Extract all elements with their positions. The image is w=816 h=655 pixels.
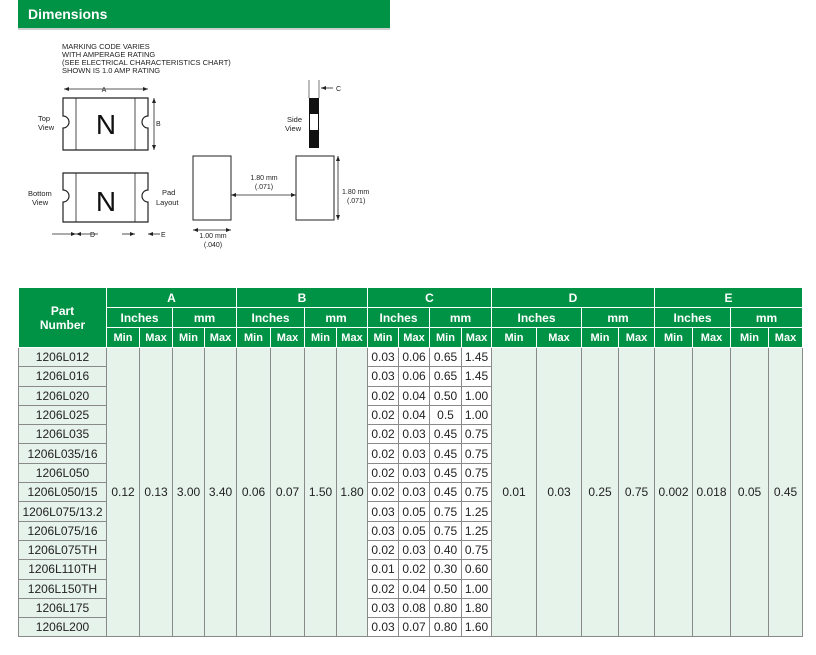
- dim-c-cell: 0.50: [430, 579, 462, 598]
- pad-width-mm: 1.00 mm: [199, 233, 227, 240]
- dim-d-cell: 0.25: [582, 348, 619, 637]
- dim-c-cell: 0.03: [368, 367, 399, 386]
- header-max: Max: [205, 328, 237, 348]
- dim-e-cell: 0.018: [693, 348, 731, 637]
- label-c: C: [336, 86, 342, 93]
- dimension-diagram: [0, 30, 400, 255]
- dim-c-cell: 1.00: [462, 405, 492, 424]
- dim-b-cell: 1.50: [305, 348, 337, 637]
- header-min: Min: [237, 328, 271, 348]
- dim-c-cell: 1.80: [462, 598, 492, 617]
- header-inches: Inches: [368, 308, 430, 328]
- dim-c-cell: 0.50: [430, 386, 462, 405]
- dim-c-cell: 0.06: [399, 367, 430, 386]
- part-number-cell: 1206L075/13.2: [19, 502, 107, 521]
- dim-c-cell: 0.75: [462, 425, 492, 444]
- dim-c-cell: 0.03: [368, 348, 399, 367]
- dim-e-cell: 0.45: [769, 348, 803, 637]
- dim-e-cell: 0.05: [731, 348, 769, 637]
- header-group-c: C: [368, 288, 492, 308]
- header-max: Max: [399, 328, 430, 348]
- dim-a-cell: 3.00: [173, 348, 205, 637]
- note-line-1: MARKING CODE VARIES: [62, 42, 150, 51]
- side-view-component: [285, 80, 341, 148]
- dim-c-cell: 0.75: [462, 444, 492, 463]
- dim-c-cell: 0.80: [430, 598, 462, 617]
- note-line-2: WITH AMPERAGE RATING: [62, 50, 156, 59]
- note-text: [62, 42, 231, 75]
- pad-layout-drawing: [193, 156, 369, 249]
- dim-c-cell: 0.65: [430, 367, 462, 386]
- dim-c-cell: 0.75: [430, 521, 462, 540]
- dim-c-cell: 0.04: [399, 386, 430, 405]
- dim-b-cell: 1.80: [337, 348, 368, 637]
- label-b: B: [156, 121, 161, 128]
- dim-c-cell: 0.04: [399, 405, 430, 424]
- part-number-cell: 1206L075TH: [19, 540, 107, 559]
- header-inches: Inches: [492, 308, 582, 328]
- header-min: Min: [107, 328, 140, 348]
- dim-c-cell: 0.03: [368, 618, 399, 637]
- pad-layout-label-2: Layout: [156, 198, 179, 207]
- dim-c-cell: 1.00: [462, 579, 492, 598]
- dim-c-cell: 0.05: [399, 502, 430, 521]
- marking-code-top: N: [95, 109, 117, 140]
- dim-c-cell: 0.02: [368, 444, 399, 463]
- header-part-number: [19, 288, 107, 348]
- dim-c-cell: 0.45: [430, 483, 462, 502]
- header-max: Max: [693, 328, 731, 348]
- top-view-component: [38, 87, 161, 150]
- dim-a-cell: 3.40: [205, 348, 237, 637]
- dim-c-cell: 0.07: [399, 618, 430, 637]
- header-min: Min: [655, 328, 693, 348]
- part-number-cell: 1206L200: [19, 618, 107, 637]
- pad-gap-in: (.071): [254, 184, 274, 191]
- part-number-cell: 1206L020: [19, 386, 107, 405]
- part-number-cell: 1206L012: [19, 348, 107, 367]
- dim-c-cell: 0.75: [462, 540, 492, 559]
- part-number-cell: 1206L035: [19, 425, 107, 444]
- dim-c-cell: 0.02: [368, 540, 399, 559]
- dim-c-cell: 1.00: [462, 386, 492, 405]
- side-view-label-2: View: [285, 124, 302, 133]
- dim-c-cell: 0.02: [368, 386, 399, 405]
- header-mm: mm: [430, 308, 492, 328]
- dim-d-cell: 0.01: [492, 348, 537, 637]
- label-a: A: [101, 87, 107, 94]
- dim-c-cell: 0.65: [430, 348, 462, 367]
- header-min: Min: [430, 328, 462, 348]
- part-number-cell: 1206L035/16: [19, 444, 107, 463]
- dim-c-cell: 0.03: [399, 483, 430, 502]
- dim-c-cell: 0.75: [430, 502, 462, 521]
- header-min: Min: [731, 328, 769, 348]
- dim-c-cell: 0.5: [430, 405, 462, 424]
- header-mm: mm: [305, 308, 368, 328]
- dim-c-cell: 0.80: [430, 618, 462, 637]
- header-mm: mm: [173, 308, 237, 328]
- pad-width-in: (.040): [203, 242, 223, 249]
- dim-c-cell: 0.01: [368, 560, 399, 579]
- header-max: Max: [769, 328, 803, 348]
- table-row: [19, 348, 803, 367]
- part-number-cell: 1206L050/15: [19, 483, 107, 502]
- header-max: Max: [537, 328, 582, 348]
- pad-layout-label-1: Pad: [162, 188, 176, 197]
- dim-c-cell: 0.03: [368, 521, 399, 540]
- dim-c-cell: 0.45: [430, 463, 462, 482]
- dim-c-cell: 0.02: [368, 483, 399, 502]
- dim-c-cell: 0.45: [430, 444, 462, 463]
- pad-gap-mm: 1.80 mm: [250, 175, 278, 182]
- part-header-line-2: Number: [39, 317, 86, 332]
- dim-c-cell: 0.75: [462, 463, 492, 482]
- header-group-e: E: [655, 288, 803, 308]
- header-max: Max: [619, 328, 655, 348]
- header-group-d: D: [492, 288, 655, 308]
- header-inches: Inches: [655, 308, 731, 328]
- dim-c-cell: 0.02: [368, 463, 399, 482]
- label-d: D: [90, 232, 96, 239]
- dim-c-cell: 1.60: [462, 618, 492, 637]
- dim-c-cell: 0.05: [399, 521, 430, 540]
- dim-c-cell: 0.75: [462, 483, 492, 502]
- dim-c-cell: 1.25: [462, 521, 492, 540]
- dim-c-cell: 0.02: [368, 425, 399, 444]
- dim-c-cell: 0.02: [399, 560, 430, 579]
- dim-a-cell: 0.12: [107, 348, 140, 637]
- dim-d-cell: 0.75: [619, 348, 655, 637]
- dim-e-cell: 0.002: [655, 348, 693, 637]
- part-number-cell: 1206L075/16: [19, 521, 107, 540]
- dim-c-cell: 0.06: [399, 348, 430, 367]
- dim-c-cell: 1.45: [462, 348, 492, 367]
- section-title: Dimensions: [18, 0, 390, 28]
- dim-c-cell: 1.25: [462, 502, 492, 521]
- label-e: E: [161, 232, 166, 239]
- dim-c-cell: 0.02: [368, 579, 399, 598]
- dim-c-cell: 0.60: [462, 560, 492, 579]
- side-view-label-1: Side: [287, 115, 303, 124]
- top-view-label-1: Top: [38, 114, 51, 123]
- note-line-4: SHOWN IS 1.0 AMP RATING: [62, 66, 161, 75]
- dim-b-cell: 0.06: [237, 348, 271, 637]
- header-group-b: B: [237, 288, 368, 308]
- header-max: Max: [462, 328, 492, 348]
- header-max: Max: [140, 328, 173, 348]
- dim-c-cell: 0.03: [399, 444, 430, 463]
- dim-c-cell: 1.45: [462, 367, 492, 386]
- dim-a-cell: 0.13: [140, 348, 173, 637]
- header-min: Min: [492, 328, 537, 348]
- dim-c-cell: 0.45: [430, 425, 462, 444]
- dim-c-cell: 0.30: [430, 560, 462, 579]
- header-min: Min: [305, 328, 337, 348]
- header-min: Min: [582, 328, 619, 348]
- header-mm: mm: [582, 308, 655, 328]
- header-max: Max: [271, 328, 305, 348]
- header-max: Max: [337, 328, 368, 348]
- top-view-label-2: View: [38, 123, 55, 132]
- part-header-line-1: Part: [50, 303, 75, 318]
- header-mm: mm: [731, 308, 803, 328]
- part-number-cell: 1206L016: [19, 367, 107, 386]
- part-number-cell: 1206L110TH: [19, 560, 107, 579]
- dim-c-cell: 0.03: [368, 598, 399, 617]
- dim-c-cell: 0.03: [399, 463, 430, 482]
- dim-c-cell: 0.03: [368, 502, 399, 521]
- header-inches: Inches: [107, 308, 173, 328]
- header-min: Min: [173, 328, 205, 348]
- pad-height-mm: 1.80 mm: [342, 189, 370, 196]
- bottom-view-component: [28, 173, 166, 239]
- part-number-cell: 1206L150TH: [19, 579, 107, 598]
- header-min: Min: [368, 328, 399, 348]
- dim-c-cell: 0.02: [368, 405, 399, 424]
- part-number-cell: 1206L025: [19, 405, 107, 424]
- dimensions-table: [18, 287, 803, 637]
- header-group-a: A: [107, 288, 237, 308]
- pad-height-in: (.071): [347, 198, 366, 205]
- dim-c-cell: 0.03: [399, 425, 430, 444]
- dim-b-cell: 0.07: [271, 348, 305, 637]
- dim-c-cell: 0.04: [399, 579, 430, 598]
- marking-code-bottom: N: [95, 186, 117, 217]
- dim-c-cell: 0.03: [399, 540, 430, 559]
- bottom-view-label-1: Bottom: [28, 189, 52, 198]
- part-number-cell: 1206L050: [19, 463, 107, 482]
- dim-d-cell: 0.03: [537, 348, 582, 637]
- part-number-cell: 1206L175: [19, 598, 107, 617]
- dim-c-cell: 0.08: [399, 598, 430, 617]
- note-line-3: (SEE ELECTRICAL CHARACTERISTICS CHART): [62, 58, 231, 67]
- dim-c-cell: 0.40: [430, 540, 462, 559]
- bottom-view-label-2: View: [32, 198, 49, 207]
- header-inches: Inches: [237, 308, 305, 328]
